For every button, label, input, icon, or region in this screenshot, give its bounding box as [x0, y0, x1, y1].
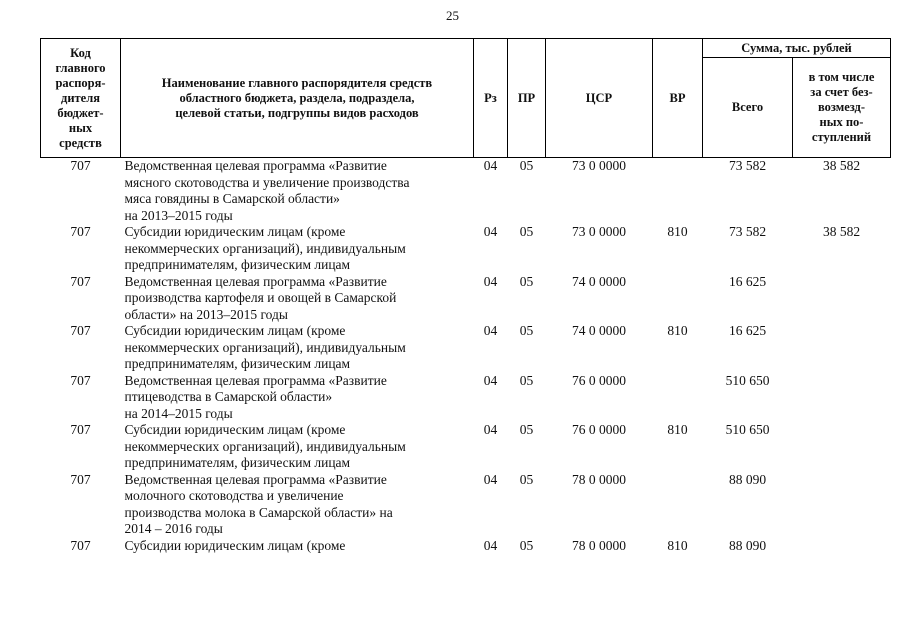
cell-code: 707	[70, 537, 91, 553]
name-line: на 2013–2015 годы	[124, 207, 233, 223]
cell-rz: 04	[483, 273, 498, 289]
header-rz: Рз	[474, 39, 508, 158]
cell-pr: 05	[519, 471, 534, 487]
cell-rz: 04	[483, 537, 498, 553]
cell-rz: 04	[483, 422, 498, 437]
table-row	[41, 158, 891, 225]
cell-csr: 74 0 0000	[572, 273, 626, 289]
cell-free	[793, 472, 891, 538]
table-row	[41, 274, 891, 324]
cell-name	[121, 472, 474, 538]
cell-free	[793, 373, 891, 423]
cell-name	[121, 224, 474, 274]
cell-vr	[653, 472, 703, 538]
name-line: предпринимателям, физическим лицам	[124, 356, 351, 371]
name-line: предпринимателям, физическим лицам	[124, 455, 351, 470]
header-free: в том числе за счет без- возмезд- ных по- ступлений	[793, 58, 891, 158]
cell-free: 38 582	[822, 158, 861, 173]
cell-vr	[653, 274, 703, 324]
cell-name	[121, 323, 474, 373]
cell-pr: 05	[519, 224, 534, 239]
table-header	[41, 39, 891, 158]
cell-vr	[653, 158, 703, 225]
cell-pr: 05	[519, 422, 534, 437]
cell-vr: 810	[667, 224, 688, 239]
header-vr: ВР	[653, 39, 703, 158]
cell-vr: 810	[667, 323, 688, 338]
cell-free: 38 582	[822, 224, 861, 239]
cell-free	[793, 274, 891, 324]
cell-free	[793, 422, 891, 472]
cell-name	[121, 538, 474, 555]
table-row	[41, 323, 891, 373]
cell-name	[121, 373, 474, 423]
name-line: некоммерческих организаций), индивидуальным	[124, 438, 406, 454]
cell-total: 73 582	[728, 224, 767, 239]
table-row	[41, 373, 891, 423]
name-line: Ведомственная целевая программа «Развитие	[124, 372, 387, 388]
cell-csr: 74 0 0000	[572, 323, 626, 338]
cell-csr: 73 0 0000	[572, 158, 626, 173]
cell-csr: 78 0 0000	[572, 537, 626, 553]
table-row	[41, 538, 891, 555]
cell-name	[121, 422, 474, 472]
cell-rz: 04	[483, 471, 498, 487]
table-row	[41, 472, 891, 538]
cell-rz: 04	[483, 158, 498, 173]
name-line: на 2014–2015 годы	[124, 405, 233, 421]
cell-rz: 04	[483, 323, 498, 338]
cell-free	[793, 323, 891, 373]
name-line: Субсидии юридическим лицам (кроме	[124, 323, 346, 338]
name-line: некоммерческих организаций), индивидуальным	[124, 240, 406, 256]
cell-csr: 73 0 0000	[572, 224, 626, 239]
cell-vr: 810	[667, 422, 688, 437]
cell-code: 707	[70, 372, 91, 388]
cell-total: 88 090	[728, 537, 767, 553]
name-line: Ведомственная целевая программа «Развитие	[124, 471, 387, 487]
cell-code: 707	[70, 422, 91, 437]
cell-total: 16 625	[728, 273, 767, 289]
cell-rz: 04	[483, 372, 498, 388]
cell-vr	[653, 373, 703, 423]
cell-name	[121, 158, 474, 225]
name-line: Ведомственная целевая программа «Развитие	[124, 273, 387, 289]
header-name: Наименование главного распорядителя средств областного бюджета, раздела, подраздела, целевой статьи, подгруппы видов расходов	[121, 39, 474, 158]
page-number: 25	[446, 8, 459, 23]
cell-total: 510 650	[725, 372, 770, 388]
header-total: Всего	[703, 58, 793, 158]
cell-code: 707	[70, 273, 91, 289]
cell-pr: 05	[519, 537, 534, 553]
name-line: производства картофеля и овощей в Самарской	[124, 290, 397, 305]
cell-total: 16 625	[728, 323, 767, 338]
cell-pr: 05	[519, 273, 534, 289]
name-line: Субсидии юридическим лицам (кроме	[124, 422, 346, 437]
cell-vr: 810	[667, 537, 688, 553]
name-line: Субсидии юридическим лицам (кроме	[124, 537, 346, 553]
cell-code: 707	[70, 323, 91, 338]
cell-csr: 76 0 0000	[572, 422, 626, 437]
cell-total: 73 582	[728, 158, 767, 173]
cell-csr: 78 0 0000	[572, 471, 626, 487]
name-line: 2014 – 2016 годы	[124, 521, 223, 536]
cell-free	[793, 538, 891, 555]
budget-table	[40, 38, 891, 554]
cell-pr: 05	[519, 372, 534, 388]
name-line: мяса говядины в Самарской области»	[124, 191, 340, 206]
cell-code: 707	[70, 224, 91, 239]
header-code: Код главного распоря- дителя бюджет- ных средств	[41, 39, 121, 158]
cell-pr: 05	[519, 323, 534, 338]
cell-total: 88 090	[728, 471, 767, 487]
cell-rz: 04	[483, 224, 498, 239]
name-line: некоммерческих организаций), индивидуальным	[124, 339, 406, 355]
name-line: производства молока в Самарской области» на	[124, 504, 393, 520]
table-row	[41, 422, 891, 472]
cell-total: 510 650	[725, 422, 770, 437]
name-line: Субсидии юридическим лицам (кроме	[124, 224, 346, 239]
name-line: предпринимателям, физическим лицам	[124, 257, 351, 272]
name-line: молочного скотоводства и увеличение	[124, 488, 344, 503]
cell-name	[121, 274, 474, 324]
cell-csr: 76 0 0000	[572, 372, 626, 388]
cell-code: 707	[70, 471, 91, 487]
table-body	[41, 158, 891, 555]
cell-pr: 05	[519, 158, 534, 173]
header-pr: ПР	[508, 39, 546, 158]
cell-code: 707	[70, 158, 91, 173]
name-line: Ведомственная целевая программа «Развитие	[124, 158, 387, 173]
table-row	[41, 224, 891, 274]
header-csr: ЦСР	[546, 39, 653, 158]
header-sum-group: Сумма, тыс. рублей	[703, 39, 891, 58]
name-line: птицеводства в Самарской области»	[124, 389, 333, 404]
name-line: области» на 2013–2015 годы	[124, 306, 288, 322]
name-line: мясного скотоводства и увеличение производства	[124, 174, 410, 190]
